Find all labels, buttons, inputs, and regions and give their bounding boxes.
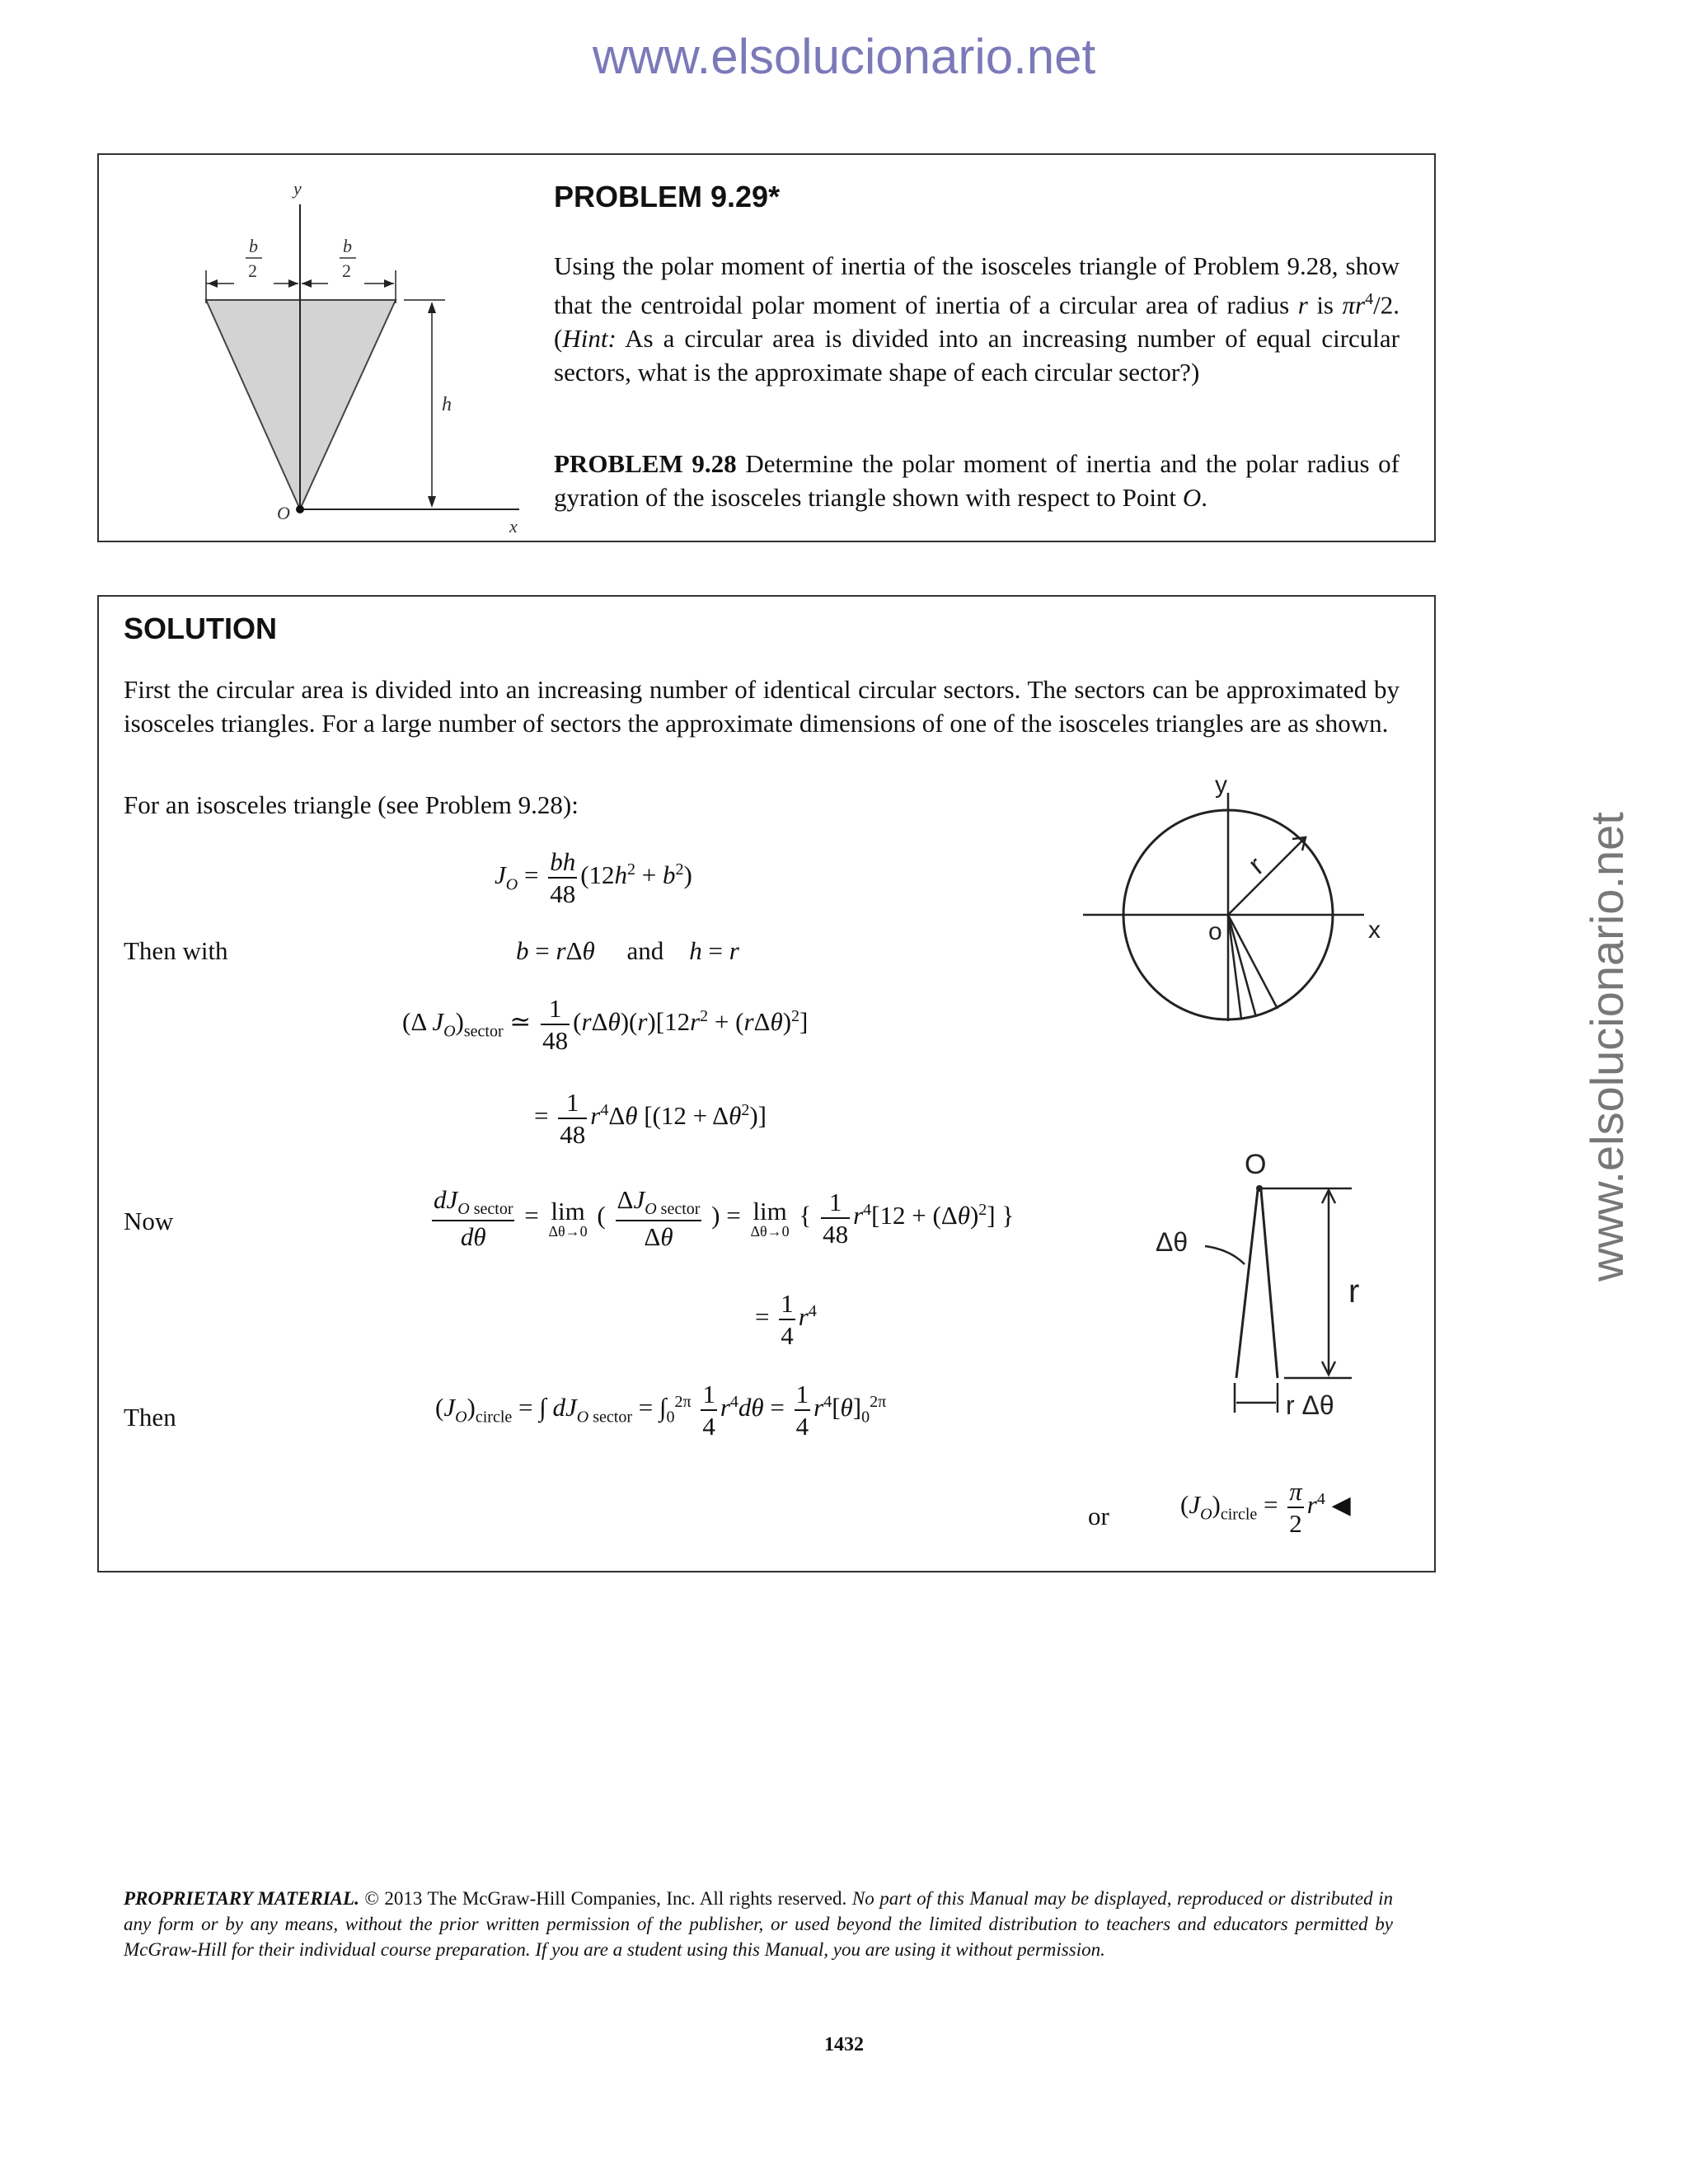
solution-box — [97, 595, 1436, 1572]
label-or: or — [1088, 1502, 1109, 1530]
solution-intro: First the circular area is divided into an increasing number of identical circular sectors. The sectors can be approximated by isosceles triangles. For a large number of sectors the approximate dimensions of one of the isosceles triangles are as shown. — [124, 675, 1400, 738]
label-h: h — [442, 394, 452, 415]
eq-delta-jo-simplified: = $\frac{1}{48}$ $r^4\Delta\theta$ $[(12 + \Delta\theta^2)]$ — [534, 1088, 767, 1149]
sketch-x: x — [1368, 916, 1381, 944]
eq-integral: $(J_O)_{circle}$ = ∫ $dJ_{O sector} = \int_0^{2\pi}$ $\frac{1}{4}$ $r^4d\theta$ = $\frac{1}{4}$ $r^4[\theta]_0^{2\pi}$ — [435, 1380, 887, 1441]
label-b-right: b — [343, 236, 352, 256]
label-two-left: 2 — [248, 260, 257, 281]
problem-box — [97, 153, 1436, 542]
label-then: Then — [124, 1403, 176, 1432]
sector-O: O — [1245, 1149, 1267, 1180]
footer-notice: PROPRIETARY MATERIAL. © 2013 The McGraw-Hill Companies, Inc. All rights reserved. No part of this Manual may be displayed, reproduced or distributed in any form or by any means, without the prior written permission of the publisher, or used beyond the limited distribution to teachers and educators permitted by McGraw-Hill for their individual course preparation. If you are a student using this Manual, you are using it without permission. — [124, 1888, 1394, 1960]
problem-ref: PROBLEM 9.28 Determine the polar moment of inertia and the polar radius of gyration of the isosceles triangle shown with respect to Point O. — [554, 449, 1400, 512]
point-o — [296, 505, 304, 513]
eq-derivative: $\frac{dJ_{O sector}}{d\theta}$ = lim Δθ→0 ( $\frac{\Delta J_{O sector}}{\Delta\theta}$ ) = lim Δθ→0 { $\frac{1}{48}$ $r^4[12 + (\Delta\theta)^2]$ } — [434, 1185, 1015, 1252]
label-o: O — [277, 503, 290, 523]
label-x: x — [509, 516, 518, 537]
sector-r: r — [1348, 1273, 1360, 1310]
label-then-with: Then with — [124, 936, 228, 965]
eq-jo-triangle: $J_O$ = $\frac{bh}{48}$ $(12h^2 + b^2)$ — [495, 847, 692, 908]
sector-sketch — [1154, 1141, 1434, 1437]
eq-substitution: b = rΔθ and h = r — [516, 936, 739, 965]
label-now: Now — [124, 1207, 174, 1235]
label-y: y — [293, 178, 302, 199]
watermark-top: www.elsolucionario.net — [592, 29, 1096, 84]
sector-r-dtheta: r Δθ — [1286, 1390, 1334, 1420]
label-b-left: b — [249, 236, 258, 256]
sketch-o: o — [1208, 918, 1222, 945]
circle-sketch — [1080, 770, 1393, 1050]
sector-dtheta: Δθ — [1156, 1227, 1189, 1257]
sketch-r: r — [1242, 850, 1270, 881]
problem-statement: Using the polar moment of inertia of the isosceles triangle of Problem 9.28, show that the centroidal polar moment of inertia of a circular area of radius r is $\pi r^4/2$. (Hint: As a circular area is divided into an increasing number of equal circular sectors, what is the approximate shape of each circular sector?) — [554, 251, 1400, 387]
sketch-y: y — [1215, 771, 1227, 799]
page-number: 1432 — [824, 2034, 864, 2055]
solution-for-triangle: For an isosceles triangle (see Problem 9.28): — [124, 790, 579, 819]
eq-derivative-result: = $\frac{1}{4}$ $r^4$ — [755, 1289, 817, 1350]
eq-delta-jo: (Δ $J_O)_{sector}$ ≃ $\frac{1}{48}$ $(r\Delta\theta)(r)[12r^2 + (r\Delta\theta)^2]$ — [402, 994, 809, 1055]
problem-title: PROBLEM 9.29* — [554, 180, 781, 213]
triangle-figure — [132, 178, 560, 537]
eq-final-answer: $(J_O)_{circle}$ = $\frac{\pi}{2}$ $r^4$ ◀ — [1180, 1477, 1351, 1538]
watermark-side: www.elsolucionario.net — [1581, 812, 1633, 1282]
solution-title: SOLUTION — [124, 612, 277, 645]
label-two-right: 2 — [342, 260, 351, 281]
